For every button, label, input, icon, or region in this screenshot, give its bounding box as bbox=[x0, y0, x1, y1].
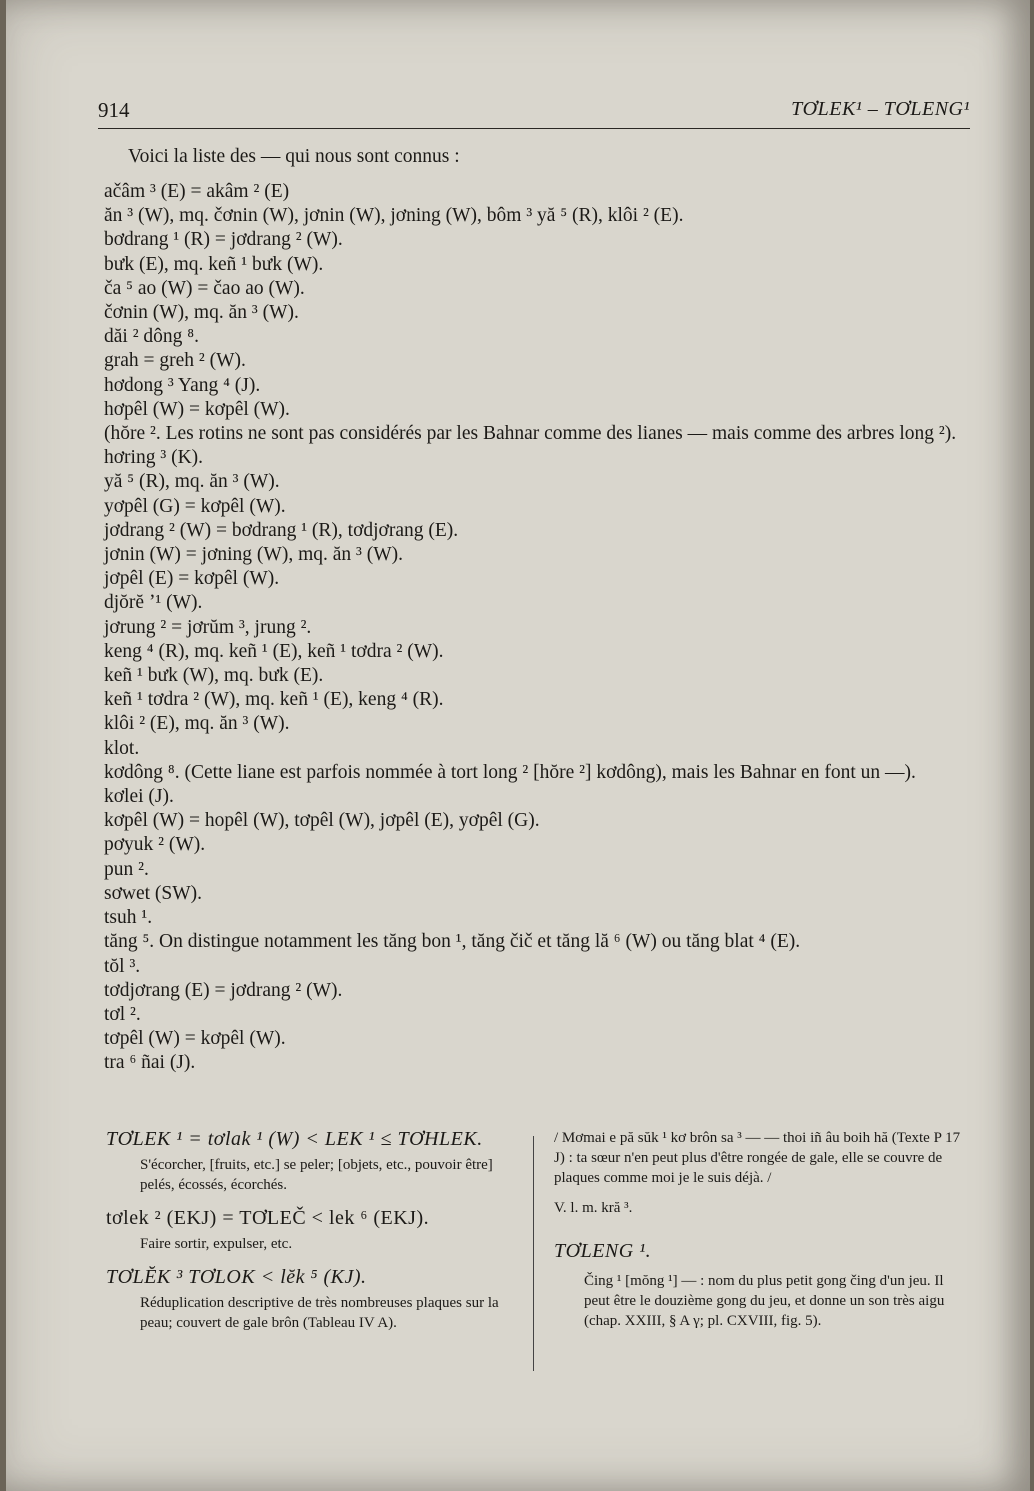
list-entry: dăi ² dông ⁸. bbox=[104, 326, 199, 348]
list-entry: hơpêl (W) = kơpêl (W). bbox=[104, 398, 290, 420]
list-entry: pun ². bbox=[104, 858, 149, 880]
list-entry: klot. bbox=[104, 737, 140, 759]
list-entry: tơdjơrang (E) = jơdrang ² (W). bbox=[104, 979, 343, 1001]
list-entry: tsuh ¹. bbox=[104, 907, 153, 929]
list-entry: ča ⁵ ao (W) = čao ao (W). bbox=[104, 277, 305, 299]
list-intro: Voici la liste des — qui nous sont connus : bbox=[128, 146, 460, 167]
list-entry: kơlei (J). bbox=[104, 786, 174, 808]
example-sentence: / Mơmai e pă sŭk ¹ kơ brôn sa ³ — — thoi iñ âu boih hă (Texte P 17 J) : ta sœur n'en peut plus d'être rongée de gale, elle se couvre de plaques comme moi je le suis déjà. / bbox=[554, 1130, 961, 1186]
list-entry: djŏrĕ ʼ¹ (W). bbox=[104, 592, 203, 614]
list-entry: (hŏre ². Les rotins ne sont pas considérés par les Bahnar comme des lianes — mais comme des arbres long ²). bbox=[104, 423, 957, 445]
list-entry: čơnin (W), mq. ăn ³ (W). bbox=[104, 302, 299, 324]
page-number: 914 bbox=[98, 98, 130, 122]
list-entry: bơdrang ¹ (R) = jơdrang ² (W). bbox=[104, 229, 343, 251]
list-entry: jơpêl (E) = kơpêl (W). bbox=[104, 568, 280, 590]
list-entry: jơnin (W) = jơning (W), mq. ăn ³ (W). bbox=[104, 544, 404, 566]
definition-tolek3: Réduplication descriptive de très nombreuses plaques sur la peau; couvert de gale brôn (Tableau IV A). bbox=[140, 1295, 499, 1331]
headword-tolek3: TƠLĔK ³ TƠLOK < lĕk ⁵ (KJ). bbox=[106, 1266, 367, 1288]
column-divider bbox=[533, 1136, 534, 1371]
list-entry: yơpêl (G) = kơpêl (W). bbox=[104, 495, 286, 517]
list-entry: jơrung ² = jơrŭm ³, jrung ². bbox=[104, 616, 312, 638]
list-entry: keñ ¹ tơdra ² (W), mq. keñ ¹ (E), keng ⁴ (R). bbox=[104, 689, 444, 711]
list-entry: tra ⁶ ñai (J). bbox=[104, 1052, 196, 1074]
headword-tolek1: TƠLEK ¹ = tơlak ¹ (W) < LEK ¹ ≤ TƠHLEK. bbox=[106, 1128, 483, 1150]
list-entry: ăn ³ (W), mq. čơnin (W), jơnin (W), jơning (W), bôm ³ yă ⁵ (R), klôi ² (E). bbox=[104, 205, 684, 227]
list-entry: keñ ¹ bưk (W), mq. bưk (E). bbox=[104, 665, 324, 687]
list-entry: kơdông ⁸. (Cette liane est parfois nommée à tort long ² [hŏre ²] kơdông), mais les Bahnar en font un —). bbox=[104, 761, 916, 783]
list-entry: bưk (E), mq. keñ ¹ bưk (W). bbox=[104, 253, 324, 275]
headword-tolek2: tơlek ² (EKJ) = TƠLEČ < lek ⁶ (EKJ). bbox=[106, 1207, 430, 1229]
list-entry: ačâm ³ (E) = akâm ² (E) bbox=[104, 181, 290, 202]
right-column bbox=[554, 1128, 964, 1341]
entry-list bbox=[104, 180, 984, 1076]
list-entry: tăng ⁵. On distingue notamment les tăng bon ¹, tăng čič et tăng lă ⁶ (W) ou tăng blat ⁴ (E). bbox=[104, 931, 801, 953]
book-page bbox=[6, 0, 1030, 1491]
list-entry: pơyuk ² (W). bbox=[104, 834, 206, 856]
list-entry: keng ⁴ (R), mq. keñ ¹ (E), keñ ¹ tơdra ² (W). bbox=[104, 640, 444, 662]
list-entry: kơpêl (W) = hopêl (W), tơpêl (W), jơpêl (E), yơpêl (G). bbox=[104, 810, 540, 832]
running-title: TƠLEK¹ – TƠLENG¹ bbox=[791, 98, 970, 120]
list-entry: sơwet (SW). bbox=[104, 882, 203, 904]
headword-toleng: TƠLENG ¹. bbox=[554, 1240, 652, 1262]
list-entry: tơpêl (W) = kơpêl (W). bbox=[104, 1028, 286, 1050]
liana-list bbox=[104, 146, 984, 1076]
definition-toleng: Čing ¹ [mŏng ¹] — : nom du plus petit gong čing d'un jeu. Il peut être le douzième gong du jeu, et donne un son très aigu (chap. XXIII, § A γ; pl. CXVIII, fig. 5). bbox=[584, 1273, 945, 1329]
see-also: V. l. m. kră ³. bbox=[554, 1200, 633, 1216]
list-entry: klôi ² (E), mq. ăn ³ (W). bbox=[104, 713, 290, 735]
list-entry: tŏl ³. bbox=[104, 955, 141, 977]
list-entry: hơdong ³ Yang ⁴ (J). bbox=[104, 374, 261, 396]
definition-tolek1: S'écorcher, [fruits, etc.] se peler; [objets, etc., pouvoir être] pelés, écossés, écorchés. bbox=[140, 1157, 493, 1193]
left-column bbox=[106, 1128, 511, 1345]
list-entry: tơl ². bbox=[104, 1003, 141, 1025]
list-entry: grah = greh ² (W). bbox=[104, 350, 246, 372]
definition-tolek2: Faire sortir, expulser, etc. bbox=[140, 1236, 293, 1252]
list-entry: jơdrang ² (W) = bơdrang ¹ (R), tơdjơrang (E). bbox=[104, 519, 459, 541]
list-entry: yă ⁵ (R), mq. ăn ³ (W). bbox=[104, 471, 280, 493]
running-header bbox=[98, 98, 970, 129]
list-entry: hơring ³ (K). bbox=[104, 447, 204, 469]
